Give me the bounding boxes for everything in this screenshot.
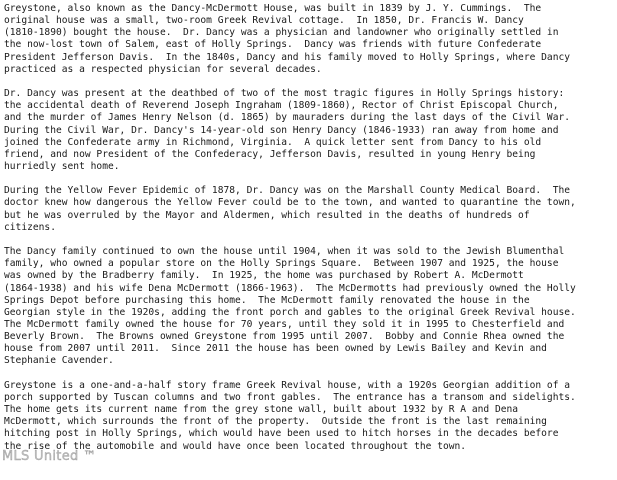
document-body: [4, 3, 616, 465]
paragraph-yellow-fever: During the Yellow Fever Epidemic of 1878, Dr. Dancy was on the Marshall County Medical Board. The doctor knew how dangerous the Yellow Fever could be to the town, and wanted to quarantine the town, but he was overruled by the Mayor and Aldermen, which resulted in the deaths of hundreds of citizens.: [4, 185, 576, 233]
paragraph-ownership: The Dancy family continued to own the house until 1904, when it was sold to the Jewish Blumenthal family, who owned a popular store on the Holly Springs Square. Between 1907 and 1925, the house was owned by the Bradberry family. In 1925, the home was purchased by Robert A. McDermott (1864-1938) and his wife Dena McDermott (1866-1963). The McDermotts had previously owned the Holly Springs Depot before purchasing this home. The McDermott family renovated the house in the Georgian style in the 1920s, adding the front porch and gables to the original Greek Revival house. The McDermott family owned the house for 70 years, until they sold it in 1995 to Chesterfield and Beverly Brown. The Browns owned Greystone from 1995 until 2007. Bobby and Connie Rhea owned the house from 2007 until 2011. Since 2011 the house has been owned by Lewis Bailey and Kevin and Stephanie Cavender.: [4, 246, 576, 367]
mls-watermark: MLS United ™: [2, 449, 97, 464]
paragraph-dancy-figures: Dr. Dancy was present at the deathbed of two of the most tragic figures in Holly Springs history: the accidental death of Reverend Joseph Ingraham (1809-1860), Rector of Christ Episcopal Church, and the murder of James Henry Nelson (d. 1865) by mauraders during the last days of the Civil War. During the Civil War, Dr. Dancy's 14-year-old son Henry Dancy (1846-1933) ran away from home and joined the Confederate army in Richmond, Virginia. A quick letter sent from Dancy to his old friend, and now President of the Confederacy, Jefferson Davis, resulted in young Henry being hurriedly sent home.: [4, 88, 571, 173]
paragraph-history-origin: Greystone, also known as the Dancy-McDermott House, was built in 1839 by J. Y. Cummings. The original house was a small, two-room Greek Revival cottage. In 1850, Dr. Francis W. Dancy (1810-1890) bought the house. Dr. Dancy was a physician and landowner who originally settled in the now-lost town of Salem, east of Holly Springs. Dancy was friends with future Confederate President Jefferson Davis. In the 1840s, Dancy and his family moved to Holly Springs, where Dancy practiced as a respected physician for several decades.: [4, 3, 571, 75]
paragraph-architecture: Greystone is a one-and-a-half story frame Greek Revival house, with a 1920s Georgian addition of a porch supported by Tuscan columns and two front gables. The entrance has a transom and sidelights. The home gets its current name from the grey stone wall, built about 1932 by R A and Dena McDermott, which surrounds the front of the property. Outside the front is the last remaining hitching post in Holly Springs, which would have been used to hitch horses in the decades before the rise of the automobile and would have once been located throughout the town.: [4, 379, 576, 452]
